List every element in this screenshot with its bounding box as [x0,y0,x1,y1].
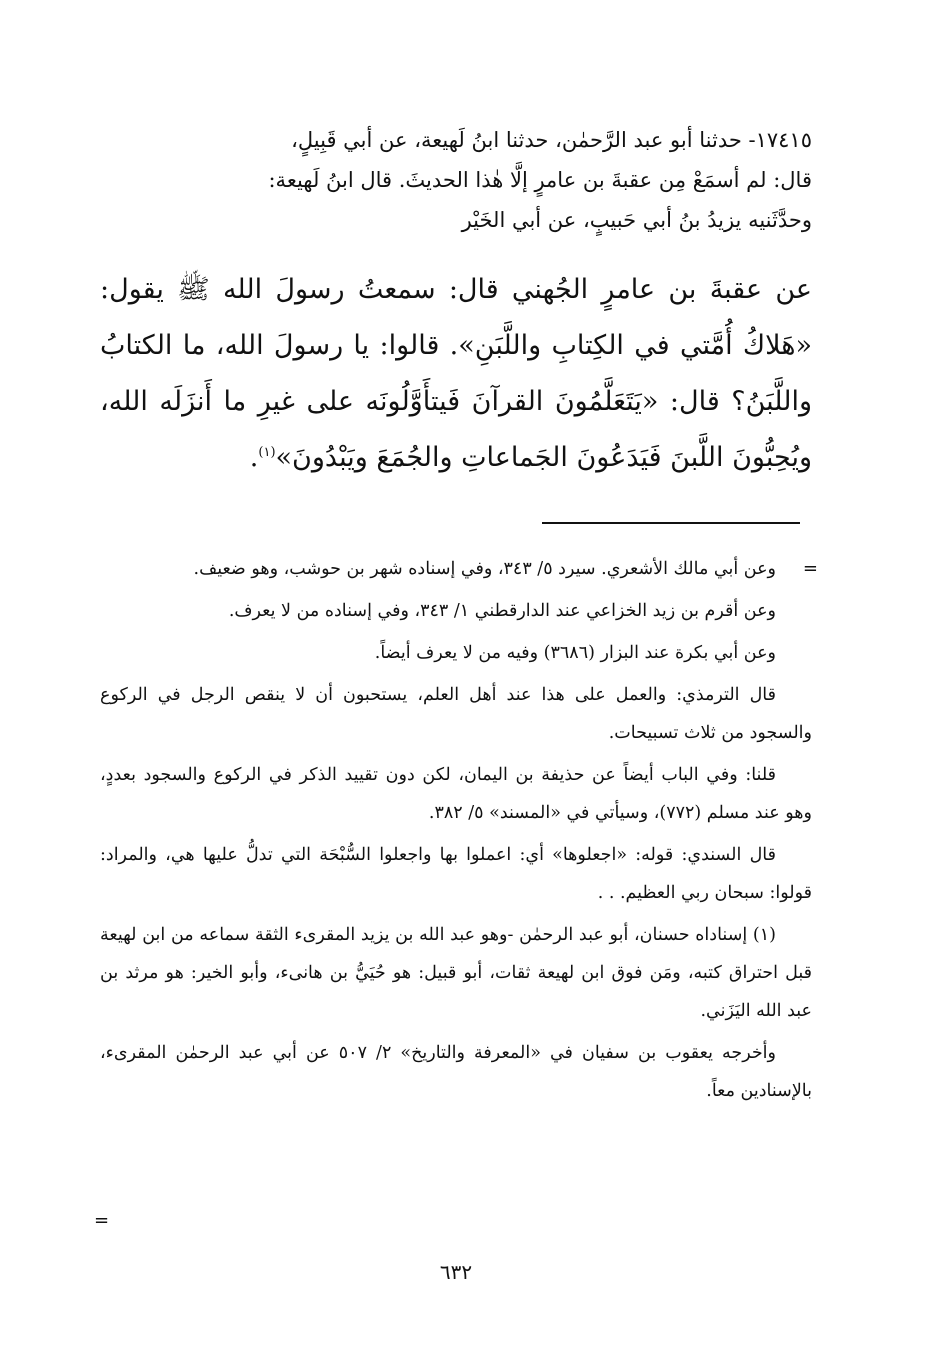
continuation-marker-top: = [802,558,818,579]
footnote-paragraph: وعن أقرم بن زيد الخزاعي عند الدارقطني ١/ ٣٤٣، وفي إسناده من لا يعرف. [228,601,776,621]
matn-paragraph [100,262,812,486]
footnote-paragraph: وأخرجه يعقوب بن سفيان في «المعرفة والتاريخ» ٢/ ٥٠٧ عن أبي عبد الرحمٰن المقرىء، بالإسنادين معاً. [100,1043,812,1101]
isnad-line: قال: لم أسمَعْ مِن عقبةَ بن عامرٍ إلَّا هٰذا الحديثَ. قال ابنُ لَهيعة: [268,168,812,192]
footnote-separator [542,522,800,524]
footnote-paragraph: قلنا: وفي الباب أيضاً عن حذيفة بن اليمان، لكن دون تقييد الذكر في الركوع والسجود بعددٍ، وهو عند مسلم (٧٧٢)، وسيأتي في «المسند» ٥/ ٣٨٢. [100,765,812,823]
footnote-paragraph: وعن أبي بكرة عند البزار (٣٦٨٦) وفيه من لا يعرف أيضاً. [374,643,776,663]
footnote-paragraph: وعن أبي مالك الأشعري. سيرد ٥/ ٣٤٣، وفي إسناده شهر بن حوشب، وهو ضعيف. [193,559,776,579]
footnote-reference: (١) [258,445,276,460]
book-page [94,120,818,1330]
matn-end-mark: . [249,442,259,473]
continuation-marker-bottom: = [94,1210,110,1231]
isnad-line: ١٧٤١٥- حدثنا أبو عبد الرَّحمٰن، حدثنا ابنُ لَهيعة، عن أبي قَبِيلٍ، [291,128,812,152]
footnote-paragraph: قال الترمذي: والعمل على هذا عند أهل العلم، يستحبون أن لا ينقص الرجل في الركوع والسجود من ثلاث تسبيحات. [100,685,812,743]
footnote-paragraph: قال السندي: قوله: «اجعلوها» أي: اعملوا بها واجعلوا السُّبْحَة التي تدلُّ عليها هي، والمراد: قولوا: سبحان ربي العظيم. . . [100,845,812,903]
matn-text: عن عقبةَ بن عامرٍ الجُهني قال: سمعتُ رسولَ الله ﷺ يقول: «هَلاكُ أُمَّتي في الكِتابِ واللَّبَنِ». قالوا: يا رسولَ الله، ما الكتابُ واللَّبَنُ؟ قال: «يَتَعَلَّمُونَ القرآنَ فَيتأَوَّلُونَه على غيرِ ما أَنزَلَه الله، ويُحِبُّونَ اللَّبنَ فَيَدَعُونَ الجَماعاتِ والجُمَعَ ويَبْدُونَ» [100,274,812,473]
hadith-isnad [100,120,812,240]
page-number: ٦٣٢ [439,1260,473,1284]
isnad-line: وحدَّثَنيه يزيدُ بنُ أبي حَبيبٍ، عن أبي الخَيْر [461,208,812,232]
footnotes [100,550,818,1114]
footnote-paragraph: (١) إسناداه حسنان، أبو عبد الرحمٰن -وهو عبد الله بن يزيد المقرىء الثقة سماعه من ابن لهيعة قبل احتراق كتبه، ومَن فوق ابن لهيعة ثقات، أبو قبيل: هو حُيَيُّ بن هانىء، وأبو الخير: هو مرثد بن عبد الله اليَزَني. [100,925,812,1021]
hadith-matn [100,262,812,486]
